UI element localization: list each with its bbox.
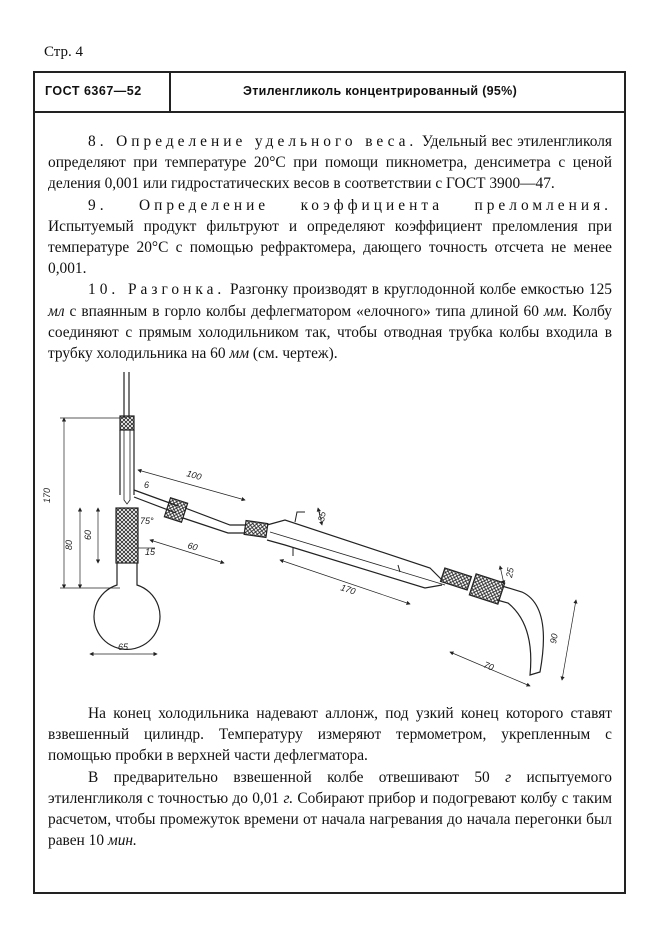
rubber-joint-2: [441, 568, 472, 590]
section-10-text-b: с впаянным в горло колбы дефлегматором «елочного» типа длиной 60: [69, 302, 539, 320]
standard-number: ГОСТ 6367—52: [45, 84, 142, 98]
procedure-text-c: Собирают прибор и подогревают колбу с таким расчетом, чтобы промежуток времени от начала нагревания до начала перегонки был равен 10: [48, 789, 612, 850]
document-title: Этиленгликоль концентрированный (95%): [243, 84, 518, 98]
rubber-joint-1: [244, 521, 268, 538]
dim-100: 100: [185, 468, 203, 483]
unit-g: г: [505, 768, 512, 786]
thermometer-stopper: [120, 416, 134, 430]
unit-mm-2: мм: [229, 345, 250, 363]
section-10-text-a: Разгонку производят в круглодонной колбе емкостью 125: [230, 281, 612, 299]
unit-ml: мл: [48, 302, 65, 320]
section-10-text-c: Колбу соединяют с прямым холодильником так, чтобы отводная трубка колбы входила в трубку холодильника на 60: [48, 302, 612, 363]
section-8-body: Удельный вес этиленгликоля определяют при температуре 20°С при помощи пикнометра, денсиметра с ценой деления 0,001 или гидростатических весов в соответствии с ГОСТ 3900—47.: [48, 133, 612, 193]
paragraph-allonge: На конец холодильника надевают аллонж, под узкий конец которого ставят взвешенный цилиндр. Температуру измеряют термометром, укрепленным с помощью пробки в верхней части дефлегматора.: [48, 705, 612, 765]
dim-25: 25: [504, 566, 516, 579]
unit-mm: мм.: [543, 302, 568, 320]
section-10-heading: 10. Разгонка.: [88, 281, 226, 299]
dephlegmator-neck: [120, 430, 134, 495]
dim-60-diagonal: 60: [186, 540, 199, 553]
unit-g-2: г.: [283, 789, 294, 807]
dim-15: 15: [145, 547, 156, 557]
procedure-text-b: испытуемого этиленгликоля с точностью до 0,01: [48, 768, 612, 807]
allonge: [497, 586, 543, 675]
dim-6: 6: [144, 480, 150, 490]
dimension-labels: [42, 468, 560, 672]
section-9-body: Испытуемый продукт фильтруют и определяют коэффициент преломления при температуре 20°С с помощью рефрактомера, дающего точность отсчета не менее 0,001.: [48, 217, 612, 278]
dim-65: 65: [118, 642, 129, 652]
section-10-text-d: (см. чертеж).: [252, 345, 338, 363]
page-number: Стр. 4: [44, 44, 84, 60]
dim-170-left: 170: [42, 487, 52, 503]
adapter-tube: [183, 508, 245, 533]
dim-35: 35: [316, 510, 328, 523]
dim-70: 70: [482, 659, 496, 673]
allonge-stopper: [469, 574, 504, 604]
section-9-heading: 9. Определение коэффициента преломления.: [88, 196, 612, 214]
dim-80: 80: [64, 539, 74, 550]
section-8-heading: 8. Определение удельного веса.: [88, 133, 418, 150]
procedure-text-a: В предварительно взвешенной колбе отвешивают 50: [88, 768, 490, 786]
unit-min: мин.: [107, 832, 137, 850]
dim-90: 90: [548, 632, 560, 645]
round-bottom-flask: [94, 563, 160, 649]
flask-neck-hatched: [116, 508, 138, 563]
dim-170-condenser: 170: [339, 582, 357, 597]
dim-75-deg: 75°: [140, 516, 154, 526]
dim-60-vertical: 60: [83, 529, 93, 540]
